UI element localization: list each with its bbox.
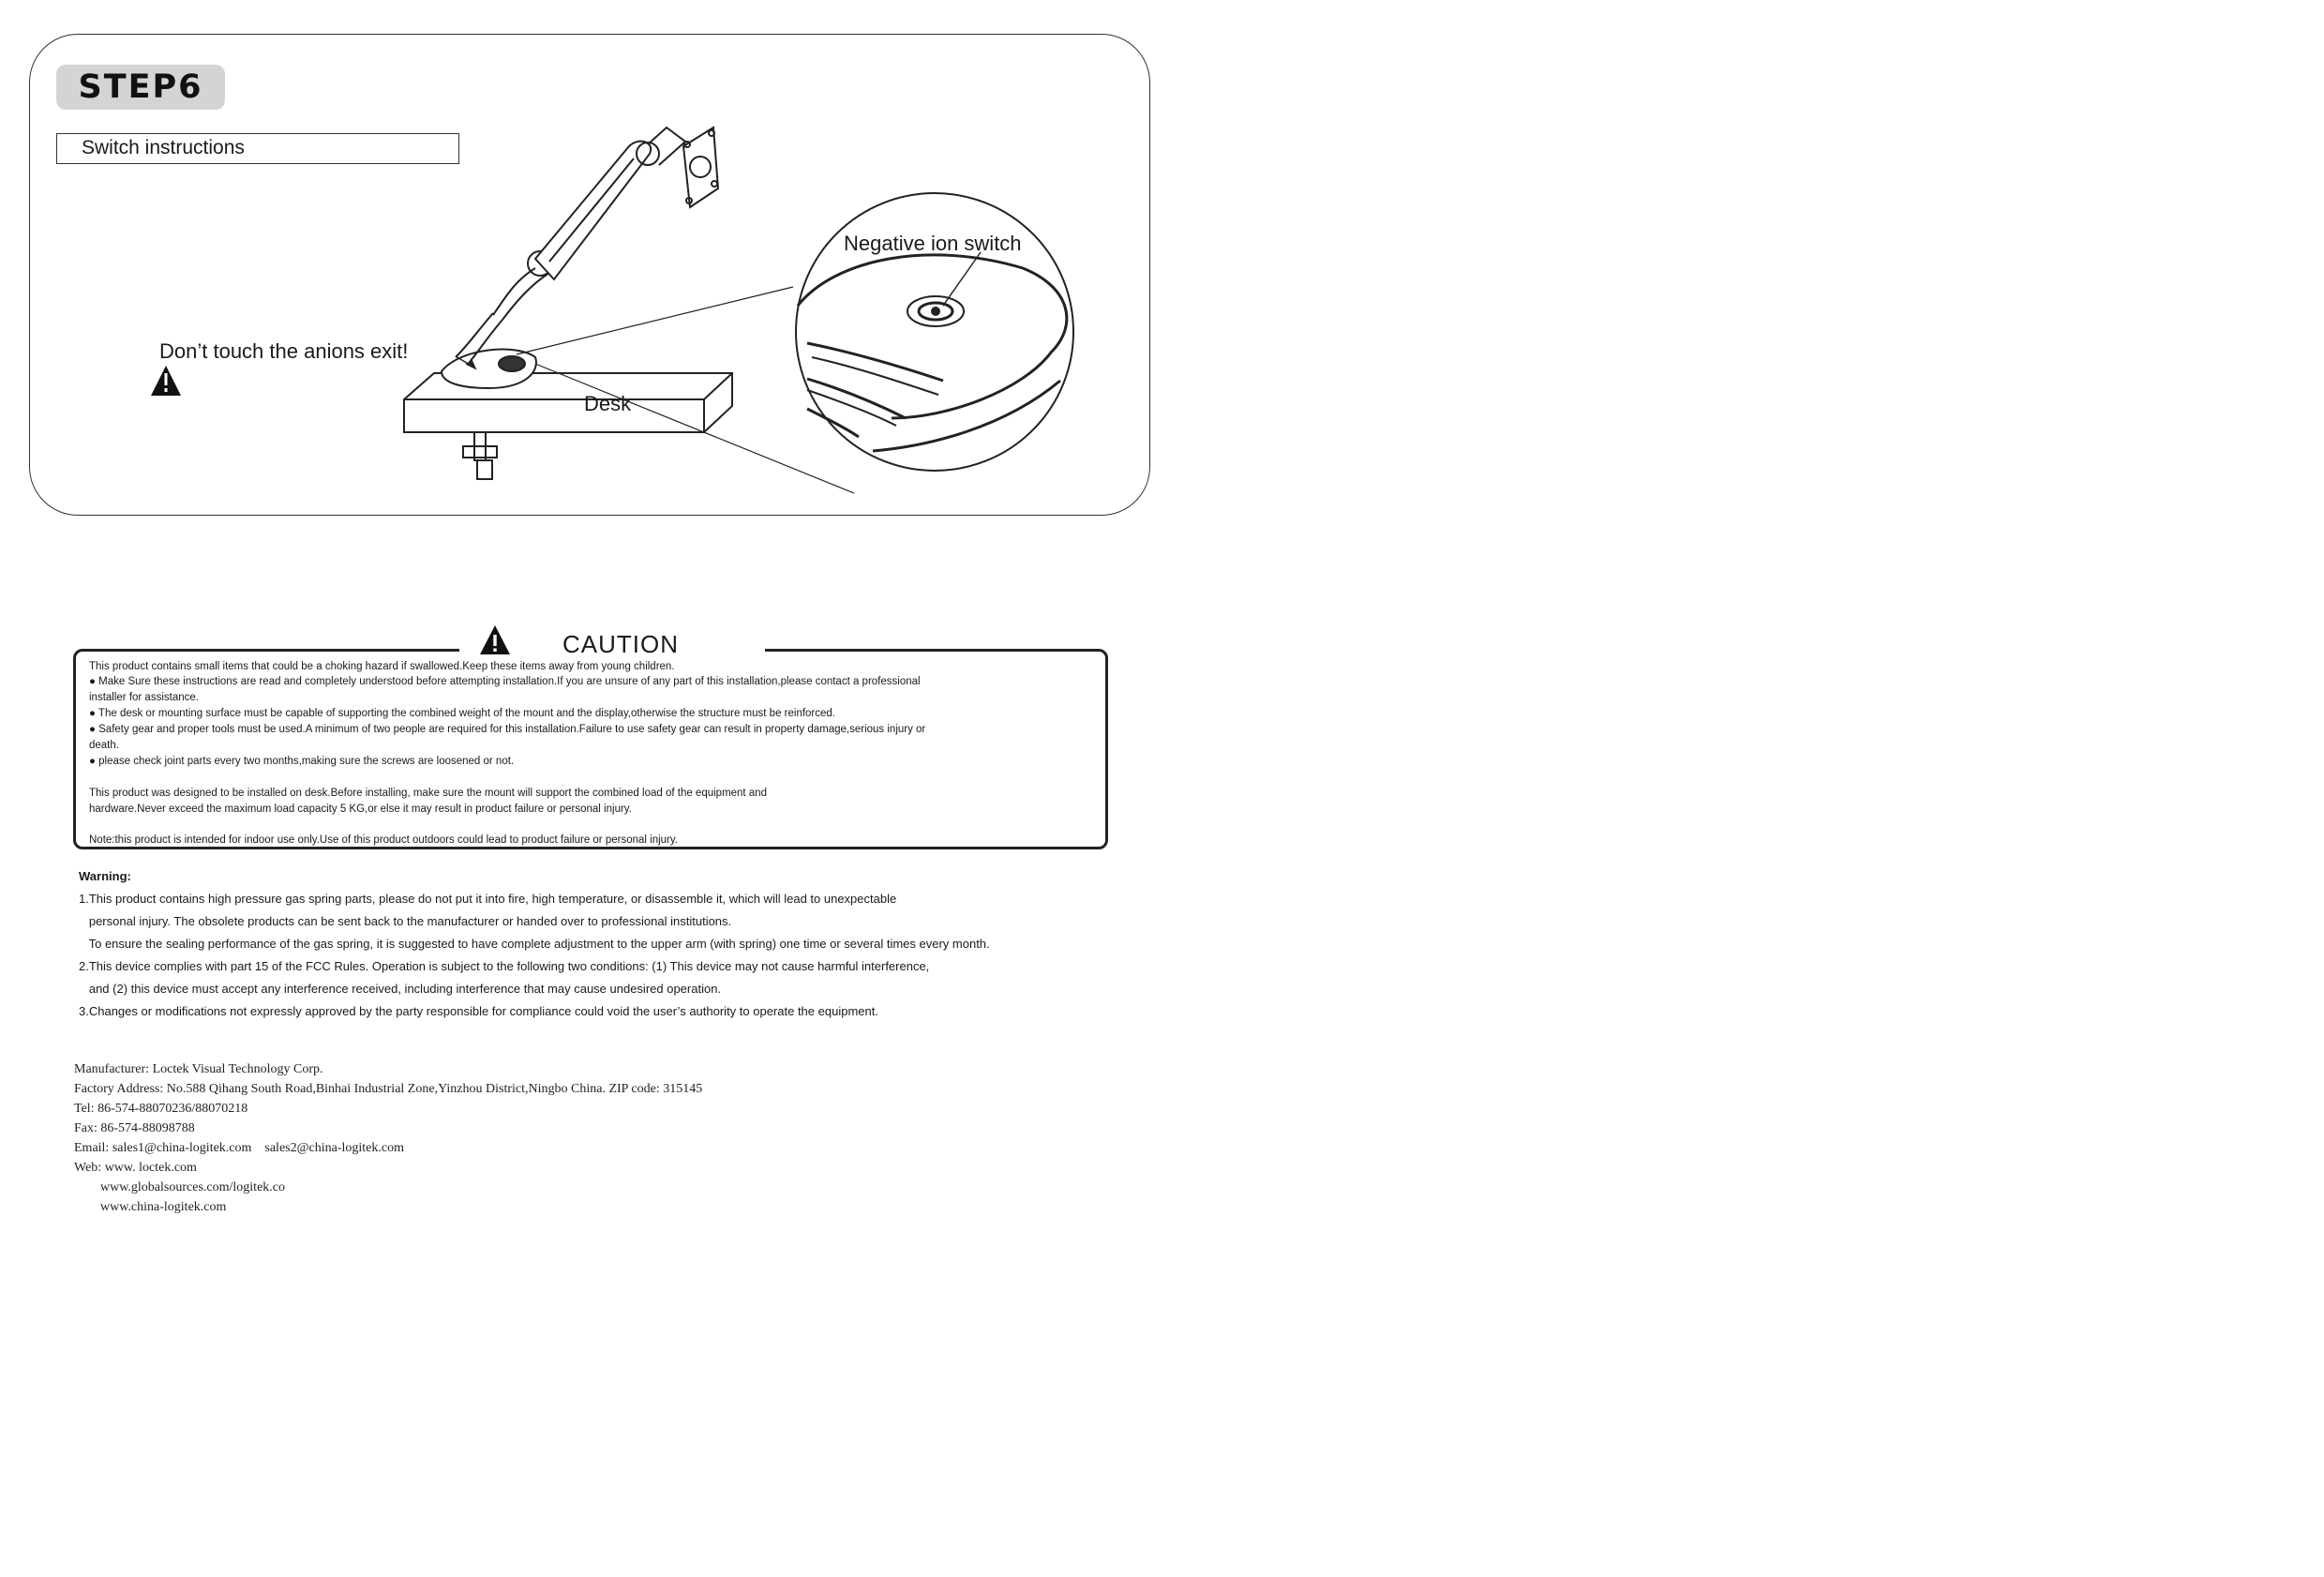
fax: Fax: 86-574-88098788 <box>74 1121 195 1135</box>
section-title: Switch instructions <box>56 133 459 164</box>
warning-line: personal injury. The obsolete products can be sent back to the manufacturer or handed over to professional institutions. <box>79 914 732 928</box>
website: www.globalsources.com/logitek.co <box>74 1180 285 1194</box>
monitor-arm-illustration <box>29 34 1150 516</box>
caution-bullet: installer for assistance. <box>89 692 199 703</box>
caution-intro: This product contains small items that could be a choking hazard if swallowed.Keep these items away from young children. <box>89 661 675 672</box>
manufacturer-name: Manufacturer: Loctek Visual Technology Corp. <box>74 1062 323 1076</box>
warning-line: and (2) this device must accept any interference received, including interference that may cause undesired operation. <box>79 982 722 996</box>
telephone: Tel: 86-574-88070236/88070218 <box>74 1102 248 1116</box>
warning-line: 3.Changes or modifications not expressly approved by the party responsible for compliance could void the user’s authority to operate the equipment. <box>79 1004 878 1018</box>
negative-ion-switch-label: Negative ion switch <box>844 232 1022 255</box>
caution-bullet: ● please check joint parts every two months,making sure the screws are loosened or not. <box>89 756 515 767</box>
step-badge: STEP6 <box>56 65 225 110</box>
website: Web: www. loctek.com <box>74 1161 197 1175</box>
caution-design-text: This product was designed to be installed on desk.Before installing, make sure the mount will support the combined load of the equipment and <box>89 788 768 799</box>
email: Email: sales1@china-logitek.com sales2@china-logitek.com <box>74 1141 404 1155</box>
caution-design-text: hardware.Never exceed the maximum load capacity 5 KG,or else it may result in product failure or personal injury. <box>89 804 632 815</box>
caution-bullet: ● Make Sure these instructions are read and completely understood before attempting installation.If you are unsure of any part of this installation,please contact a professional <box>89 676 921 687</box>
caution-bullet: death. <box>89 740 119 751</box>
factory-address: Factory Address: No.588 Qihang South Road,Binhai Industrial Zone,Yinzhou District,Ningbo China. ZIP code: 315145 <box>74 1082 703 1096</box>
warning-line: 2.This device complies with part 15 of the FCC Rules. Operation is subject to the following two conditions: (1) This device may not cause harmful interference, <box>79 959 930 973</box>
warning-triangle-icon <box>478 623 512 657</box>
warning-line: 1.This product contains high pressure gas spring parts, please do not put it into fire, high temperature, or disassemble it, which will lead to unexpectable <box>79 892 897 906</box>
caution-note: Note:this product is intended for indoor use only.Use of this product outdoors could lead to product failure or personal injury. <box>89 834 678 846</box>
warning-line: To ensure the sealing performance of the gas spring, it is suggested to have complete adjustment to the upper arm (with spring) one time or several times every month. <box>79 937 990 951</box>
caution-title: CAUTION <box>562 630 679 658</box>
desk-label: Desk <box>584 392 632 415</box>
website: www.china-logitek.com <box>74 1200 227 1214</box>
caution-bullet: ● The desk or mounting surface must be capable of supporting the combined weight of the mount and the display,otherwise the structure must be reinforced. <box>89 708 835 719</box>
caution-bullet: ● Safety gear and proper tools must be used.A minimum of two people are required for this installation.Failure to use safety gear can result in property damage,serious injury or <box>89 724 926 735</box>
warning-heading: Warning: <box>79 869 131 883</box>
warning-callout: Don’t touch the anions exit! <box>159 339 409 363</box>
